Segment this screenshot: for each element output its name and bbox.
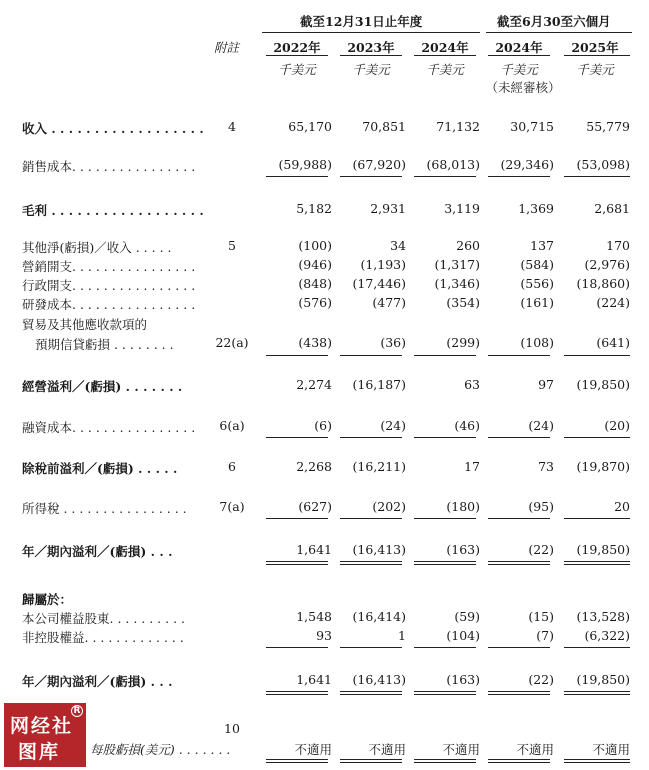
row-label-gross-profit: 毛利 . . . . . . . . . . . . . . . . . . <box>22 203 204 218</box>
divider <box>414 647 476 648</box>
row-label-ecl-line1: 貿易及其他應收款項的 <box>22 317 148 332</box>
cell: 93 <box>316 628 332 643</box>
divider <box>486 32 632 33</box>
year-2022: 2022年 <box>273 40 321 55</box>
note-ref: 5 <box>228 238 236 253</box>
row-label-other-net: 其他淨(虧損)／收入 . . . . . <box>22 240 172 255</box>
note-ref: 10 <box>224 721 240 736</box>
cell: 5,182 <box>296 201 332 216</box>
divider <box>266 437 328 438</box>
double-divider <box>488 691 550 695</box>
header-annual: 截至12月31日止年度 <box>300 14 423 29</box>
cell: 170 <box>606 238 630 253</box>
cell: (202) <box>372 499 406 514</box>
cell: (19,850) <box>576 377 630 392</box>
cell: 2,268 <box>296 459 332 474</box>
cell: (224) <box>596 295 630 310</box>
double-divider <box>266 561 328 565</box>
divider <box>488 176 550 177</box>
cell: (438) <box>298 335 332 350</box>
year-2025-interim: 2025年 <box>571 40 619 55</box>
divider <box>414 55 476 56</box>
cell: 2,681 <box>594 201 630 216</box>
year-2024-interim: 2024年 <box>495 40 543 55</box>
double-divider <box>564 759 630 763</box>
cell: 不適用 <box>442 742 480 757</box>
double-divider <box>340 561 402 565</box>
cell: (477) <box>372 295 406 310</box>
cell: (161) <box>520 295 554 310</box>
unit-label: 千美元 <box>500 62 538 77</box>
cell: (22) <box>528 672 554 687</box>
divider <box>564 437 630 438</box>
double-divider <box>266 759 328 763</box>
cell: (19,850) <box>576 542 630 557</box>
cell: (67,920) <box>352 157 406 172</box>
cell: (19,870) <box>576 459 630 474</box>
row-label-eps: 每股虧損(美元) . . . . . . . <box>90 742 231 757</box>
cell: 73 <box>538 459 554 474</box>
watermark-line1: 网经社 <box>10 715 74 737</box>
double-divider <box>414 691 476 695</box>
divider <box>488 355 550 356</box>
row-label-operating: 經營溢利／(虧損) . . . . . . . <box>22 379 183 394</box>
double-divider <box>340 759 402 763</box>
cell: 2,931 <box>370 201 406 216</box>
attributable-heading: 歸屬於： <box>22 592 73 607</box>
divider <box>266 647 328 648</box>
cell: 65,170 <box>288 119 332 134</box>
cell: (100) <box>298 238 332 253</box>
cell: (180) <box>446 499 480 514</box>
row-label-nci: 非控股權益. . . . . . . . . . . . . <box>22 630 184 645</box>
cell: 不適用 <box>516 742 554 757</box>
cell: 137 <box>530 238 554 253</box>
divider <box>340 647 402 648</box>
divider <box>414 355 476 356</box>
cell: (17,446) <box>352 276 406 291</box>
divider <box>340 355 402 356</box>
cell: (584) <box>520 257 554 272</box>
cell: (16,187) <box>352 377 406 392</box>
cell: 1,369 <box>518 201 554 216</box>
watermark-logo <box>4 703 86 767</box>
cell: (354) <box>446 295 480 310</box>
cell: (95) <box>528 499 554 514</box>
divider <box>262 32 480 33</box>
unit-label: 千美元 <box>278 62 316 77</box>
cell: (556) <box>520 276 554 291</box>
cell: (22) <box>528 542 554 557</box>
row-label-revenue: 收入 . . . . . . . . . . . . . . . . . . <box>22 121 204 136</box>
cell: (24) <box>380 418 406 433</box>
row-label-equity-holders: 本公司權益股東. . . . . . . . . . <box>22 611 185 626</box>
cell: 1,548 <box>296 609 332 624</box>
unit-label: 千美元 <box>576 62 614 77</box>
double-divider <box>266 691 328 695</box>
cell: 1,641 <box>296 672 332 687</box>
cell: (848) <box>298 276 332 291</box>
row-label-ecl-line2: 預期信貸虧損 . . . . . . . . <box>35 337 174 352</box>
cell: (1,346) <box>434 276 480 291</box>
divider <box>488 647 550 648</box>
divider <box>414 518 476 519</box>
cell: 70,851 <box>362 119 406 134</box>
divider <box>564 518 630 519</box>
double-divider <box>564 561 630 565</box>
year-2023: 2023年 <box>347 40 395 55</box>
divider <box>340 518 402 519</box>
cell: 97 <box>538 377 554 392</box>
cell: (946) <box>298 257 332 272</box>
note-header: 附註 <box>214 40 240 55</box>
cell: (68,013) <box>426 157 480 172</box>
cell: 55,779 <box>586 119 630 134</box>
cell: 不適用 <box>368 742 406 757</box>
cell: 不適用 <box>294 742 332 757</box>
cell: (18,860) <box>576 276 630 291</box>
note-ref: 7(a) <box>219 499 245 514</box>
cell: (1,193) <box>360 257 406 272</box>
cell: (16,413) <box>352 672 406 687</box>
cell: (59,988) <box>278 157 332 172</box>
cell: 17 <box>464 459 480 474</box>
cell: (299) <box>446 335 480 350</box>
cell: (2,976) <box>584 257 630 272</box>
note-ref: 6(a) <box>219 418 245 433</box>
cell: (163) <box>446 542 480 557</box>
double-divider <box>340 691 402 695</box>
double-divider <box>564 691 630 695</box>
cell: 34 <box>390 238 406 253</box>
cell: (108) <box>520 335 554 350</box>
divider <box>488 437 550 438</box>
unit-label: 千美元 <box>426 62 464 77</box>
cell: (641) <box>596 335 630 350</box>
row-label-profit-2: 年／期內溢利／(虧損) . . . <box>22 674 173 689</box>
note-ref: 22(a) <box>215 335 249 350</box>
divider <box>488 55 550 56</box>
cell: (104) <box>446 628 480 643</box>
cell: (627) <box>298 499 332 514</box>
watermark-line2: 图库 <box>18 741 61 763</box>
cell: 3,119 <box>444 201 480 216</box>
cell: (19,850) <box>576 672 630 687</box>
divider <box>266 518 328 519</box>
divider <box>266 176 328 177</box>
cell: (16,413) <box>352 542 406 557</box>
row-label-tax: 所得稅 . . . . . . . . . . . . . . . . <box>22 501 187 516</box>
note-ref: 4 <box>228 119 236 134</box>
cell: 1 <box>398 628 406 643</box>
cell: (16,414) <box>352 609 406 624</box>
cell: (16,211) <box>352 459 406 474</box>
divider <box>340 437 402 438</box>
row-label-finance-costs: 融資成本. . . . . . . . . . . . . . . . <box>22 420 196 435</box>
row-label-admin: 行政開支. . . . . . . . . . . . . . . . <box>22 278 196 293</box>
cell: (24) <box>528 418 554 433</box>
cell: (15) <box>528 609 554 624</box>
unit-label: 千美元 <box>352 62 390 77</box>
divider <box>564 355 630 356</box>
divider <box>340 176 402 177</box>
cell: 20 <box>614 499 630 514</box>
cell: (6,322) <box>584 628 630 643</box>
header-interim: 截至6月30至六個月 <box>497 14 611 29</box>
cell: (59) <box>454 609 480 624</box>
double-divider <box>414 759 476 763</box>
divider <box>266 355 328 356</box>
cell: (46) <box>454 418 480 433</box>
cell: (163) <box>446 672 480 687</box>
cell: (1,317) <box>434 257 480 272</box>
cell: 2,274 <box>296 377 332 392</box>
double-divider <box>488 561 550 565</box>
cell: (20) <box>604 418 630 433</box>
row-label-pbt: 除稅前溢利／(虧損) . . . . . <box>22 461 178 476</box>
divider <box>564 55 630 56</box>
cell: 1,641 <box>296 542 332 557</box>
row-label-selling: 營銷開支. . . . . . . . . . . . . . . . <box>22 259 196 274</box>
cell: (53,098) <box>576 157 630 172</box>
divider <box>564 176 630 177</box>
cell: 30,715 <box>510 119 554 134</box>
divider <box>340 55 402 56</box>
divider <box>414 437 476 438</box>
cell: 不適用 <box>592 742 630 757</box>
cell: (13,528) <box>576 609 630 624</box>
cell: 63 <box>464 377 480 392</box>
cell: (29,346) <box>500 157 554 172</box>
cell: (7) <box>536 628 554 643</box>
cell: 260 <box>456 238 480 253</box>
row-label-cost-of-sales: 銷售成本. . . . . . . . . . . . . . . . <box>22 159 196 174</box>
registered-icon: R <box>71 705 83 717</box>
row-label-profit: 年／期內溢利／(虧損) . . . <box>22 544 173 559</box>
row-label-rnd: 研發成本. . . . . . . . . . . . . . . . <box>22 297 196 312</box>
cell: (6) <box>314 418 332 433</box>
divider <box>564 647 630 648</box>
divider <box>488 518 550 519</box>
year-2024: 2024年 <box>421 40 469 55</box>
cell: (576) <box>298 295 332 310</box>
divider <box>414 176 476 177</box>
unaudited-label: （未經審核） <box>485 80 561 95</box>
note-ref: 6 <box>228 459 236 474</box>
cell: 71,132 <box>436 119 480 134</box>
divider <box>266 55 328 56</box>
double-divider <box>414 561 476 565</box>
cell: (36) <box>380 335 406 350</box>
double-divider <box>488 759 550 763</box>
